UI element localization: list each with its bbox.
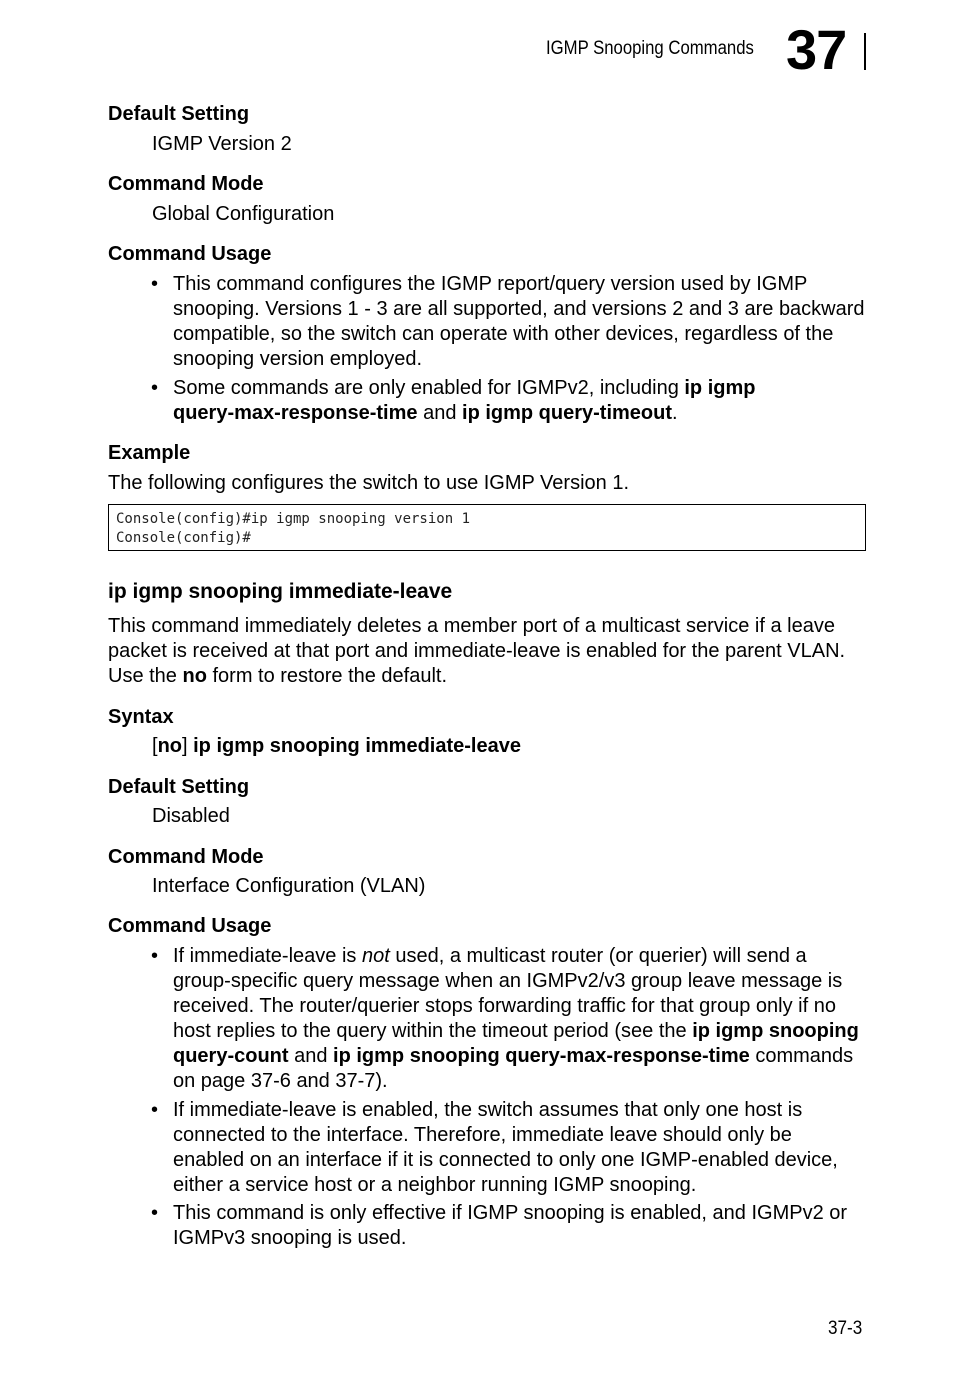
- syntax-bracket: ]: [182, 735, 194, 757]
- usage-bullet-1-line: This command configures the IGMP report/query version used by IGMP: [173, 273, 808, 295]
- command-usage-heading: Command Usage: [108, 915, 272, 937]
- example-text: The following configures the switch to use IGMP Version 1.: [108, 472, 630, 494]
- command-name: ip igmp: [684, 377, 756, 399]
- command-name: query-count: [173, 1045, 289, 1067]
- page-number: 37-3: [828, 1318, 863, 1339]
- command-mode-heading: Command Mode: [108, 846, 264, 868]
- command-name: ip igmp query-timeout: [462, 402, 673, 424]
- command-mode-heading: Command Mode: [108, 173, 264, 195]
- example-heading: Example: [108, 442, 191, 464]
- usage-bullet-2: [173, 1098, 873, 1198]
- usage-bullet-2: [173, 376, 873, 426]
- description-line: This command immediately deletes a member port of a multicast service if a leave: [108, 615, 835, 637]
- default-setting-value: Disabled: [152, 805, 230, 827]
- bullet-text: commands: [749, 1045, 854, 1067]
- bullet-text: If immediate-leave is enabled, the switch assumes that only one host is: [173, 1099, 803, 1121]
- bullet-text: received. The router/querier stops forwarding traffic for that group only if no: [173, 995, 836, 1017]
- bullet-text: If immediate-leave is: [173, 945, 362, 967]
- bullet-text: This command is only effective if IGMP snooping is enabled, and IGMPv2 or: [173, 1202, 848, 1224]
- command-mode-value: Interface Configuration (VLAN): [152, 875, 426, 897]
- description-line: packet is received at that port and immediate-leave is enabled for the parent VLAN.: [108, 640, 846, 662]
- bullet-text: group-specific query message when an IGMPv2/v3 group leave message is: [173, 970, 843, 992]
- default-setting-value: IGMP Version 2: [152, 133, 292, 155]
- command-mode-value: Global Configuration: [152, 203, 335, 225]
- command-usage-heading: Command Usage: [108, 243, 272, 265]
- usage-bullet-1-line: compatible, so the switch can operate with other devices, regardless of the: [173, 323, 834, 345]
- bullet-text: either a service host or a neighbor running IGMP snooping.: [173, 1174, 697, 1196]
- syntax-line: [152, 734, 521, 759]
- command-name: ip igmp snooping immediate-leave: [193, 735, 521, 757]
- bullet-text: enabled on an interface if it is connected to only one IGMP-enabled device,: [173, 1149, 838, 1171]
- command-section-title: ip igmp snooping immediate-leave: [108, 580, 453, 603]
- keyword: no: [157, 735, 182, 757]
- syntax-bracket: [: [152, 735, 158, 757]
- description-text: form to restore the default.: [206, 665, 448, 687]
- bullet-text: and: [288, 1045, 334, 1067]
- emphasis: not: [361, 945, 390, 967]
- running-header-title: IGMP Snooping Commands: [546, 38, 754, 59]
- syntax-heading: Syntax: [108, 706, 174, 728]
- bullet-text: IGMPv3 snooping is used.: [173, 1227, 407, 1249]
- bullet-marker: •: [151, 273, 159, 295]
- command-name: ip igmp snooping: [692, 1020, 859, 1042]
- usage-bullet-3: [173, 1201, 873, 1251]
- usage-bullet-1-line: snooping version employed.: [173, 348, 423, 370]
- code-example-box: [108, 504, 866, 551]
- bullet-text: and: [417, 402, 463, 424]
- bullet-text: on page 37-6 and 37-7).: [173, 1070, 388, 1092]
- chapter-number: 37: [786, 18, 847, 81]
- bullet-text: used, a multicast router (or querier) will send a: [389, 945, 807, 967]
- default-setting-heading: Default Setting: [108, 103, 250, 125]
- command-name: query-max-response-time: [173, 402, 418, 424]
- description-line: [108, 664, 447, 689]
- usage-bullet-1: [173, 272, 873, 372]
- chapter-divider: [864, 33, 866, 70]
- keyword: no: [182, 665, 207, 687]
- command-name: ip igmp snooping query-max-response-time: [333, 1045, 750, 1067]
- bullet-text: host replies to the query within the timeout period (see the: [173, 1020, 693, 1042]
- bullet-marker: •: [151, 377, 159, 399]
- usage-bullet-1: [173, 944, 873, 1094]
- bullet-text: .: [672, 402, 678, 424]
- usage-bullet-1-line: snooping. Versions 1 - 3 are all supported, and versions 2 and 3 are backward: [173, 298, 865, 320]
- default-setting-heading: Default Setting: [108, 776, 250, 798]
- bullet-marker: •: [151, 1202, 159, 1224]
- bullet-text: connected to the interface. Therefore, immediate leave should only be: [173, 1124, 792, 1146]
- bullet-marker: •: [151, 1099, 159, 1121]
- code-line: Console(config)#ip igmp snooping version 1: [116, 511, 471, 527]
- description-text: Use the: [108, 665, 183, 687]
- code-line: Console(config)#: [116, 530, 251, 546]
- bullet-marker: •: [151, 945, 159, 967]
- bullet-text: Some commands are only enabled for IGMPv2, including: [173, 377, 685, 399]
